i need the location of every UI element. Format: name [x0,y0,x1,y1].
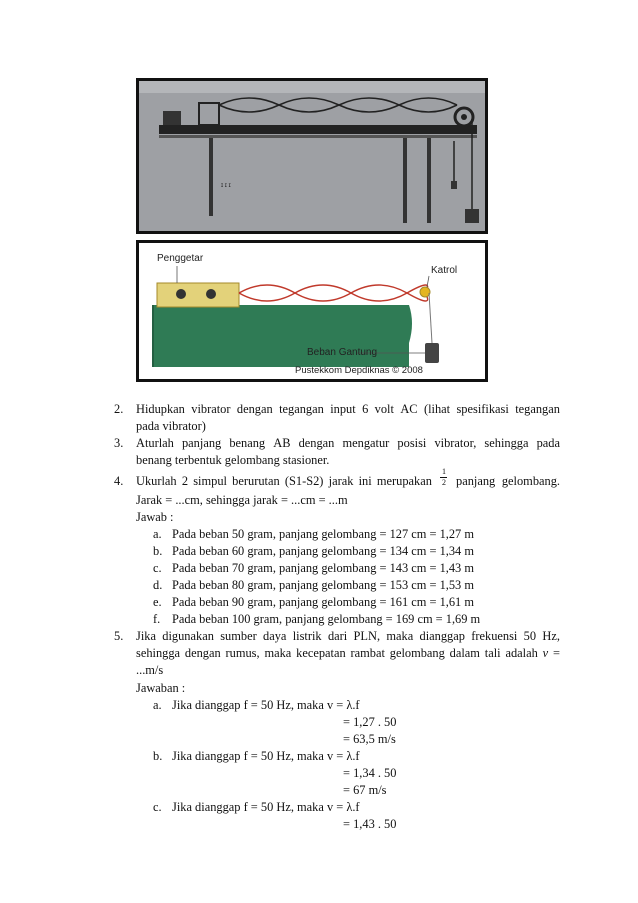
calc-formula: Jika dianggap f = 50 Hz, maka v = λ.f [172,749,360,763]
answer-letter: f. [153,612,161,626]
word: berurutan [232,474,280,488]
label-penggetar: Penggetar [157,253,204,264]
word: Jika [136,629,156,643]
word: rumus, [225,646,260,660]
calc-letter: b. [153,749,163,763]
word: 6 [362,402,369,416]
word: AC [400,402,418,416]
word: adalah [505,646,538,660]
fraction-denominator: 2 [442,478,446,487]
step-2-line-1 [136,401,560,418]
word: sehingga [136,646,181,660]
word: jarak [328,474,354,488]
apparatus-diagram [136,240,488,382]
calc-letter: c. [153,800,162,814]
fraction-numerator: 1 [442,467,446,476]
answer-letter: e. [153,595,162,609]
word: PLN, [353,629,381,643]
step-5-jawaban: Jawaban : [136,681,186,695]
step-number: 5. [114,629,124,643]
figure-credit: Pustekkom Depdiknas © 2008 [295,365,423,376]
word: pada [536,436,560,450]
word: listrik [292,629,322,643]
word: v [542,646,549,660]
word: = [552,646,560,660]
answer-letter: c. [153,561,162,575]
step-4-line-2: Jarak = ...cm, sehingga jarak = ...cm = ...m [136,493,348,507]
word: Hz, [542,629,560,643]
word: tegangan [279,402,324,416]
word: maka [264,646,292,660]
apparatus-photo-drawing [139,81,485,231]
word: Aturlah [136,436,174,450]
word: tegangan [515,402,560,416]
calc-result: = 63,5 m/s [343,732,396,746]
calc-formula: Jika dianggap f = 50 Hz, maka v = λ.f [172,800,360,814]
word: AB [273,436,291,450]
calc-letter: a. [153,698,162,712]
apparatus-photo [136,78,488,234]
word: kecepatan [296,646,346,660]
word: dengan [298,436,335,450]
answer-letter: d. [153,578,163,592]
answer-text: Pada beban 100 gram, panjang gelombang = 169 cm = 1,69 m [172,612,481,626]
label-beban-gantung: Beban Gantung [307,347,378,358]
word: posisi [397,436,427,450]
word: maka [386,629,414,643]
word: merupakan [376,474,432,488]
step-3-line-1 [136,435,560,452]
word: dianggap [419,629,465,643]
step-number: 2. [114,402,124,416]
svg-text:ɪ ɪ ɪ: ɪ ɪ ɪ [221,183,231,189]
word: volt [374,402,394,416]
calc-substitution: = 1,34 . 50 [343,766,397,780]
word: Ukurlah [136,474,177,488]
word: tali [484,646,501,660]
word: (lihat [423,402,451,416]
word: spesifikasi [456,402,509,416]
word: sumber [220,629,257,643]
word: frekuensi [471,629,518,643]
word: simpul [193,474,227,488]
step-2-line-2: pada vibrator) [136,419,206,433]
word: panjang [456,474,496,488]
answer-text: Pada beban 70 gram, panjang gelombang = 143 cm = 1,43 m [172,561,474,575]
word: dengan [184,646,221,660]
word: mengatur [342,436,390,450]
word: daya [263,629,287,643]
step-3-line-2: benang terbentuk gelombang stasioner. [136,453,330,467]
answer-letter: b. [153,544,163,558]
word: dalam [449,646,480,660]
step-5-line-1 [136,628,560,645]
word: vibrator [191,402,231,416]
word: (S1-S2) [284,474,324,488]
answer-letter: a. [153,527,162,541]
calc-substitution: = 1,27 . 50 [343,715,397,729]
step-5-line-2 [136,645,560,662]
answer-text: Pada beban 80 gram, panjang gelombang = 153 cm = 1,53 m [172,578,474,592]
step-4-line-1 [136,473,432,490]
word: sehingga [484,436,529,450]
word: panjang [181,436,222,450]
word: dari [327,629,348,643]
step-number: 4. [114,474,124,488]
word: benang [229,436,266,450]
calc-substitution: = 1,43 . 50 [343,817,397,831]
word: 50 [523,629,537,643]
word: ini [358,474,372,488]
word: rambat [350,646,385,660]
step-4-jawab: Jawab : [136,510,174,524]
word: 2 [181,474,189,488]
step-5-line-3: ...m/s [136,663,164,677]
word: vibrator, [434,436,477,450]
answer-text: Pada beban 90 gram, panjang gelombang = 161 cm = 1,61 m [172,595,474,609]
calc-result: = 67 m/s [343,783,387,797]
label-katrol: Katrol [431,265,458,276]
answer-text: Pada beban 60 gram, panjang gelombang = 134 cm = 1,34 m [172,544,474,558]
word: gelombang [389,646,445,660]
word: Hidupkan [136,402,185,416]
word: gelombang. [501,474,560,488]
step-number: 3. [114,436,124,450]
word: input [330,402,356,416]
word: dengan [236,402,273,416]
word: digunakan [162,629,214,643]
step-4-line-1-tail [456,473,560,490]
calc-formula: Jika dianggap f = 50 Hz, maka v = λ.f [172,698,360,712]
answer-text: Pada beban 50 gram, panjang gelombang = 127 cm = 1,27 m [172,527,474,541]
